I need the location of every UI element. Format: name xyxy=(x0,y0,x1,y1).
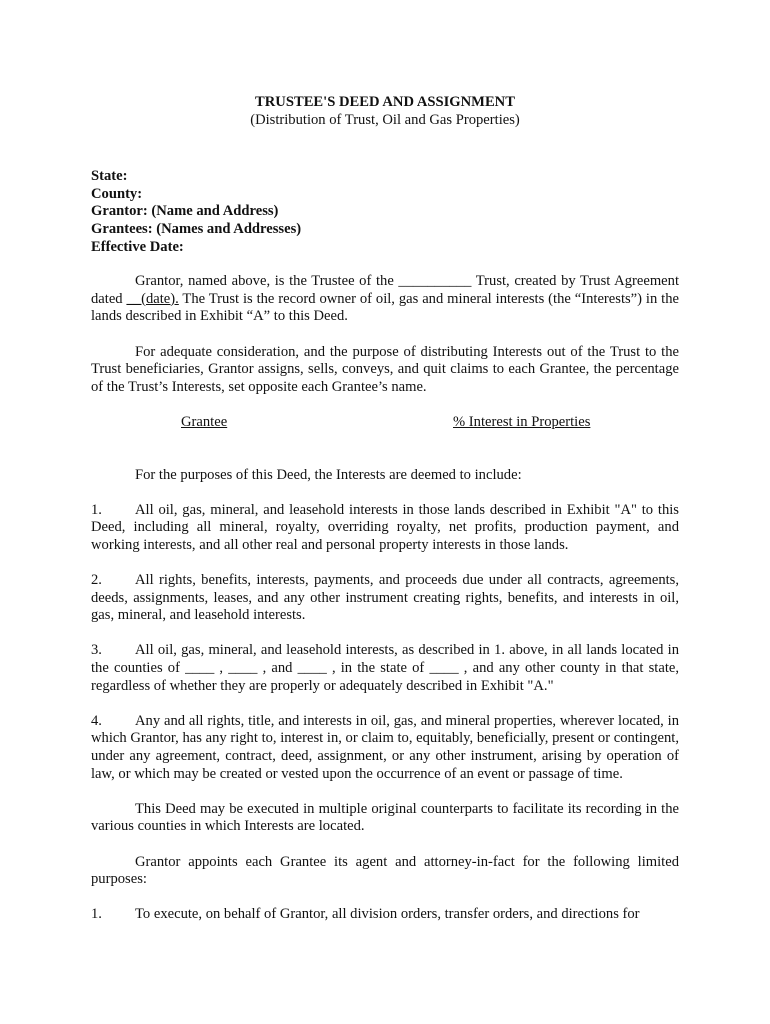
document-title: TRUSTEE'S DEED AND ASSIGNMENT xyxy=(255,94,515,110)
consideration-paragraph: For adequate consideration, and the purpose of distributing Interests out of the Trust to the Trust beneficiaries, Grantor assigns, sells, conveys, and quit claims to each Grantee, the percentage of the Trust’s Interests, set opposite each Grantee’s name. xyxy=(91,343,679,395)
trust-paragraph-start: Grantor, named above, is the Trustee of the __________ Trust, created by Trust Agreement dated xyxy=(91,273,679,307)
agent-paragraph: Grantor appoints each Grantee its agent and attorney-in-fact for the following limited purposes: xyxy=(91,853,679,888)
list-item-number: 4. xyxy=(91,712,102,729)
county-field: County: xyxy=(91,185,143,202)
list-item-text: To execute, on behalf of Grantor, all division orders, transfer orders, and directions for xyxy=(135,906,640,923)
state-field: State: xyxy=(91,168,128,185)
agreement-date: __(date). xyxy=(126,290,179,307)
document-subtitle: (Distribution of Trust, Oil and Gas Properties) xyxy=(250,111,520,128)
list-item-number: 1. xyxy=(91,906,102,923)
header-fields xyxy=(91,168,679,256)
trust-paragraph-end: The Trust is the record owner of oil, gas and mineral interests (the “Interests”) in the lands described in Exhibit “A” to this Deed. xyxy=(91,290,679,325)
list-item-number: 3. xyxy=(91,642,102,659)
list-item xyxy=(91,502,679,555)
interests-intro: For the purposes of this Deed, the Interests are deemed to include: xyxy=(135,466,522,483)
grantor-field: Grantor: (Name and Address) xyxy=(91,203,279,220)
list-item xyxy=(91,642,679,695)
grantees-field: Grantees: (Names and Addresses) xyxy=(91,220,302,237)
list-item-number: 1. xyxy=(91,501,102,518)
list-item-text: All rights, benefits, interests, payments, and proceeds due under all contracts, agreements, deeds, assignments, leases, and any other instrument creating rights, benefits, and interests in oil, gas, mineral, and leasehold interests. xyxy=(91,572,679,624)
list-item-text: All oil, gas, mineral, and leasehold interests in those lands described in Exhibit "A" to this Deed, including all mineral, royalty, overriding royalty, net profits, production payment, and working interests, and all other real and personal property interests in those lands. xyxy=(91,501,679,553)
interest-column-header: % Interest in Properties xyxy=(453,413,591,430)
counterparts-paragraph: This Deed may be executed in multiple original counterparts to facilitate its recording in the various counties in which Interests are located. xyxy=(91,800,679,835)
trust-paragraph xyxy=(91,273,679,326)
list-item xyxy=(91,906,679,924)
effective-date-field: Effective Date: xyxy=(91,238,184,255)
list-item-text: Any and all rights, title, and interests in oil, gas, and mineral properties, wherever located, in which Grantor, has any right to, interest in, or claim to, equitably, beneficially, present or contingent, under any agreement, contract, deed, assignment, or any other instrument, arising by operation of law, or which may be created or vested upon the occurrence of an event or passage of time. xyxy=(91,712,679,782)
list-item-text: All oil, gas, mineral, and leasehold interests, as described in 1. above, in all lands located in the counties of ____ , ____ , and ____ , in the state of ____ , and any other county in that state, regardless of whether they are properly or adequately described in Exhibit "A." xyxy=(91,642,679,694)
list-item xyxy=(91,713,679,783)
title-block xyxy=(91,94,679,129)
grantee-column-header: Grantee xyxy=(181,413,228,430)
list-item xyxy=(91,572,679,625)
list-item-number: 2. xyxy=(91,572,102,589)
grantee-table-header xyxy=(91,414,679,432)
